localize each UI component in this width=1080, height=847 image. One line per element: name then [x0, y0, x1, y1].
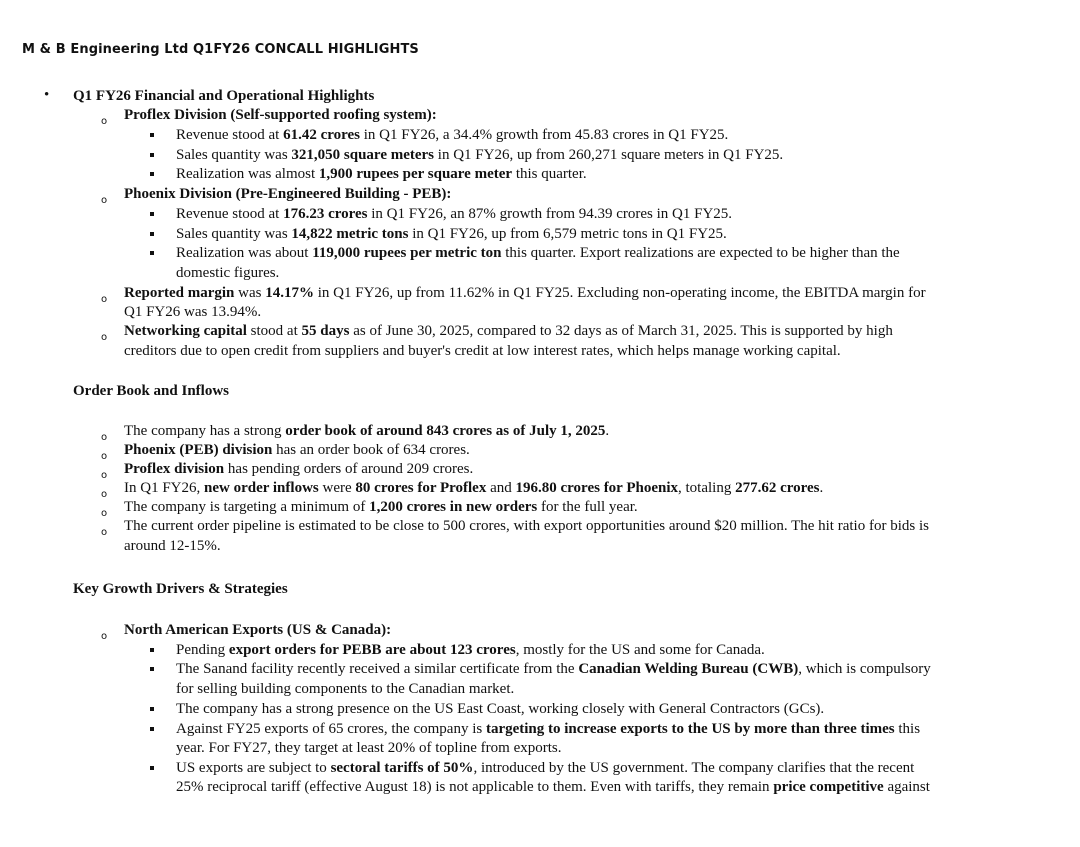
bullet-l3 [150, 648, 154, 652]
reported-margin-cont: Q1 FY26 was 13.94%. [124, 304, 262, 320]
phoenix-sales: Sales quantity was 14,822 metric tons in Q1 FY26, up from 6,579 metric tons in Q1 FY25. [176, 226, 727, 242]
bullet-l3 [150, 727, 154, 731]
bullet-l2: o [101, 631, 108, 642]
na-tariffs-cont: 25% reciprocal tariff (effective August 18) is not applicable to them. Even with tariffs, they remain price competitive against [176, 779, 930, 795]
bullet-l3 [150, 707, 154, 711]
subheading-phoenix: Phoenix Division (Pre-Engineered Building - PEB): [124, 186, 452, 202]
bullet-l3 [150, 232, 154, 236]
bullet-l2: o [101, 527, 108, 538]
subheading-proflex: Proflex Division (Self-supported roofing system): [124, 107, 437, 123]
order-book-item: The current order pipeline is estimated to be close to 500 crores, with export opportunities around $20 million. The hit ratio for bids is [124, 518, 929, 534]
working-capital-cont: creditors due to open credit from suppliers and buyer's credit at low interest rates, which helps manage working capital. [124, 343, 841, 359]
bullet-l3 [150, 251, 154, 255]
na-cwb-certificate-cont: for selling building components to the Canadian market. [176, 681, 515, 697]
bullet-l2: o [101, 451, 108, 462]
bullet-l2: o [101, 470, 108, 481]
bullet-l3 [150, 212, 154, 216]
bullet-l2: o [101, 294, 108, 305]
bullet-l3 [150, 766, 154, 770]
document-title: M & B Engineering Ltd Q1FY26 CONCALL HIGHLIGHTS [22, 42, 419, 57]
bullet-l2: o [101, 332, 108, 343]
bullet-l1: • [44, 87, 50, 103]
section-heading-growth: Key Growth Drivers & Strategies [73, 581, 288, 597]
phoenix-revenue: Revenue stood at 176.23 crores in Q1 FY26, an 87% growth from 94.39 crores in Q1 FY25. [176, 206, 733, 222]
subheading-north-america: North American Exports (US & Canada): [124, 622, 392, 638]
order-book-item: Proflex division has pending orders of around 209 crores. [124, 461, 474, 477]
bullet-l2: o [101, 195, 108, 206]
order-book-item: Phoenix (PEB) division has an order book of 634 crores. [124, 442, 470, 458]
proflex-sales: Sales quantity was 321,050 square meters in Q1 FY26, up from 260,271 square meters in Q1 FY25. [176, 147, 784, 163]
na-export-orders: Pending export orders for PEBB are about 123 crores, mostly for the US and some for Canada. [176, 642, 765, 658]
reported-margin: Reported margin was 14.17% in Q1 FY26, up from 11.62% in Q1 FY25. Excluding non-operating income, the EBITDA margin for [124, 285, 926, 301]
order-book-item: The company has a strong order book of around 843 crores as of July 1, 2025. [124, 423, 610, 439]
na-export-target: Against FY25 exports of 65 crores, the company is targeting to increase exports to the US by more than three times this [176, 721, 921, 737]
bullet-l2: o [101, 116, 108, 127]
working-capital: Networking capital stood at 55 days as of June 30, 2025, compared to 32 days as of March 31, 2025. This is supported by high [124, 323, 893, 339]
na-east-coast: The company has a strong presence on the US East Coast, working closely with General Contractors (GCs). [176, 701, 825, 717]
na-tariffs: US exports are subject to sectoral tariffs of 50%, introduced by the US government. The company clarifies that the recent [176, 760, 915, 776]
bullet-l2: o [101, 489, 108, 500]
bullet-l2: o [101, 508, 108, 519]
order-book-item-cont: around 12-15%. [124, 538, 221, 554]
na-export-target-cont: year. For FY27, they target at least 20% of topline from exports. [176, 740, 562, 756]
bullet-l3 [150, 172, 154, 176]
order-book-item: The company is targeting a minimum of 1,200 crores in new orders for the full year. [124, 499, 638, 515]
bullet-l3 [150, 667, 154, 671]
bullet-l2: o [101, 432, 108, 443]
order-book-item: In Q1 FY26, new order inflows were 80 crores for Proflex and 196.80 crores for Phoenix, totaling 277.62 crores. [124, 480, 824, 496]
na-cwb-certificate: The Sanand facility recently received a similar certificate from the Canadian Welding Bureau (CWB), which is compulsory [176, 661, 931, 677]
section-heading-financial: Q1 FY26 Financial and Operational Highlights [73, 88, 375, 104]
phoenix-realization: Realization was about 119,000 rupees per metric ton this quarter. Export realizations are expected to be higher than the [176, 245, 900, 261]
proflex-revenue: Revenue stood at 61.42 crores in Q1 FY26, a 34.4% growth from 45.83 crores in Q1 FY25. [176, 127, 729, 143]
proflex-realization: Realization was almost 1,900 rupees per square meter this quarter. [176, 166, 587, 182]
phoenix-realization-cont: domestic figures. [176, 265, 280, 281]
bullet-l3 [150, 153, 154, 157]
bullet-l3 [150, 133, 154, 137]
section-heading-order-book: Order Book and Inflows [73, 383, 230, 399]
